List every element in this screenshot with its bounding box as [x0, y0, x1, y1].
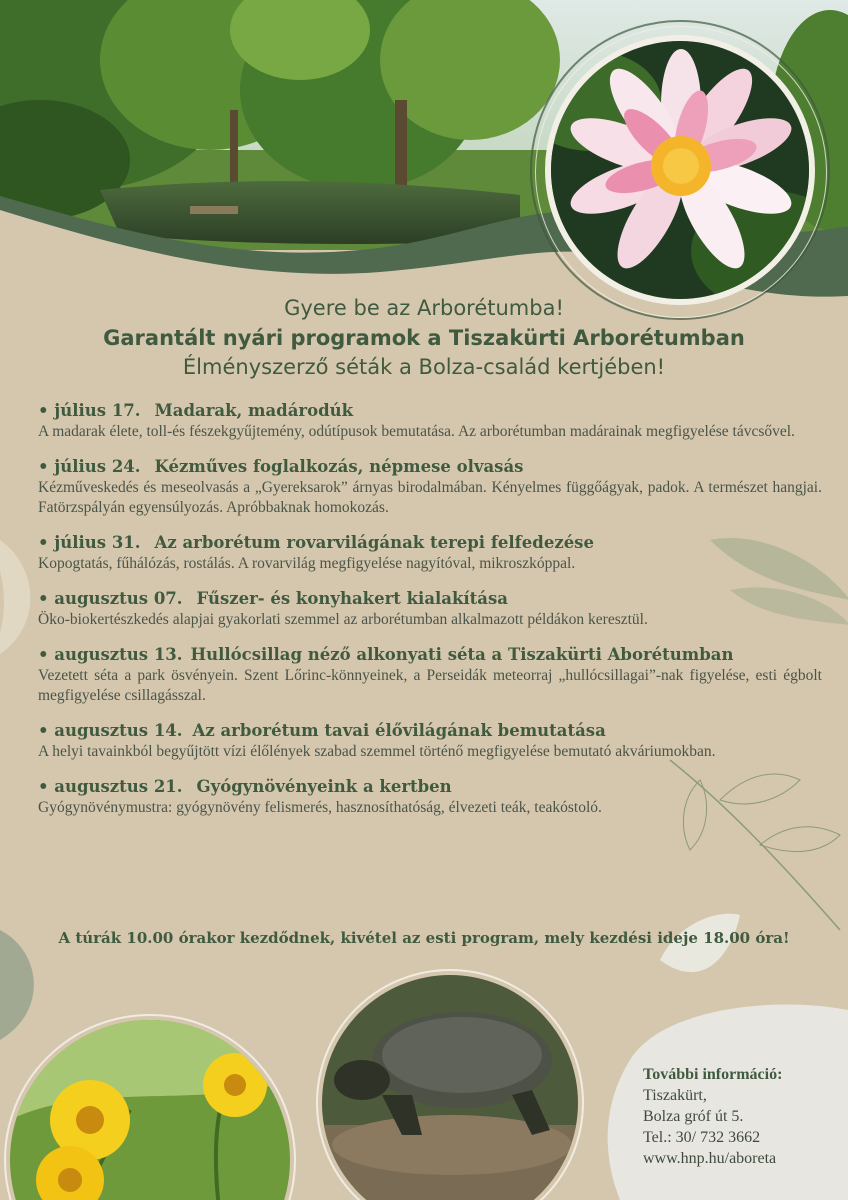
info-city: Tiszakürt, — [643, 1087, 707, 1104]
event-title: Fűszer- és konyhakert kialakítása — [196, 589, 508, 608]
info-address: Bolza gróf út 5. — [643, 1108, 744, 1125]
event-heading — [38, 456, 822, 478]
event-description: A helyi tavainkból begyűjtött vízi élőlények szabad szemmel történő megfigyelése bemutató akváriumokban. — [38, 743, 716, 760]
event-title: Gyógynövényeink a kertben — [196, 777, 452, 796]
event-item — [38, 400, 822, 442]
event-description: Öko-biokertészkedés alapjai gyakorlati szemmel az arborétumban alkalmazott példákon keresztül. — [38, 611, 648, 628]
event-date: • július 17. — [38, 401, 141, 420]
event-item — [38, 532, 822, 574]
event-date: • július 31. — [38, 533, 141, 552]
event-item — [38, 776, 822, 818]
bottom-right-leaf-decoration — [650, 900, 740, 1010]
event-item — [38, 456, 822, 518]
event-item — [38, 644, 822, 706]
event-heading — [38, 720, 822, 742]
event-item — [38, 720, 822, 762]
event-item — [38, 588, 822, 630]
info-website[interactable]: www.hnp.hu/aboreta — [643, 1150, 777, 1167]
header-line-2: Garantált nyári programok a Tiszakürti Arborétumban — [103, 326, 745, 350]
event-title: Hullócsillag néző alkonyati séta a Tiszakürti Aborétumban — [190, 645, 734, 664]
event-description: Kopogtatás, fűhálózás, rostálás. A rovarvilág megfigyelése nagyítóval, mikroszkóppal. — [38, 555, 576, 572]
info-title: További információ: — [643, 1066, 783, 1083]
event-description: Gyógynövénymustra: gyógynövény felismerés, hasznosíthatóság, élvezeti teák, teakóstoló. — [38, 799, 602, 816]
info-phone: Tel.: 30/ 732 3662 — [643, 1129, 761, 1146]
event-title: Az arborétum rovarvilágának terepi felfedezése — [154, 533, 594, 552]
event-date: • augusztus 21. — [38, 777, 183, 796]
event-heading — [38, 532, 822, 554]
water-lily-photo — [545, 35, 815, 305]
header-line-3: Élményszerző séták a Bolza-család kertjében! — [182, 355, 666, 379]
event-description: Vezetett séta a park ösvényein. Szent Lőrinc-könnyeinek, a Perseidák meteorraj „hullócsillagai”-nak figyelése, esti égbolt megfigyelése csillagásszal. — [38, 667, 822, 704]
event-heading — [38, 400, 822, 422]
flowers-frame-ring — [4, 1014, 296, 1200]
contact-info — [643, 1064, 782, 1169]
turtle-frame-ring — [316, 969, 584, 1200]
event-date: • július 24. — [38, 457, 141, 476]
start-time-notice: A túrák 10.00 órakor kezdődnek, kivétel az esti program, mely kezdési ideje 18.00 óra! — [58, 929, 790, 947]
event-heading — [38, 588, 822, 610]
event-date: • augusztus 13. — [38, 645, 183, 664]
events-list — [38, 400, 822, 832]
event-title: Madarak, madárodúk — [154, 401, 354, 420]
event-date: • augusztus 07. — [38, 589, 183, 608]
event-description: Kézműveskedés és meseolvasás a „Gyereksarok” árnyas birodalmában. Kényelmes függőágyak, padok. A természet hangjai. Fatörzspályán egyensúlyozás. Apróbbaknak homokozás. — [38, 479, 822, 516]
event-title: Kézműves foglalkozás, népmese olvasás — [154, 457, 524, 476]
header-line-1: Gyere be az Arborétumba! — [284, 296, 564, 320]
event-heading — [38, 644, 822, 666]
event-date: • augusztus 14. — [38, 721, 183, 740]
event-description: A madarak élete, toll-és fészekgyűjtemény, odútípusok bemutatása. Az arborétumban madárainak megfigyelése távcsővel. — [38, 423, 795, 440]
event-title: Az arborétum tavai élővilágának bemutatása — [192, 721, 606, 740]
event-heading — [38, 776, 822, 798]
